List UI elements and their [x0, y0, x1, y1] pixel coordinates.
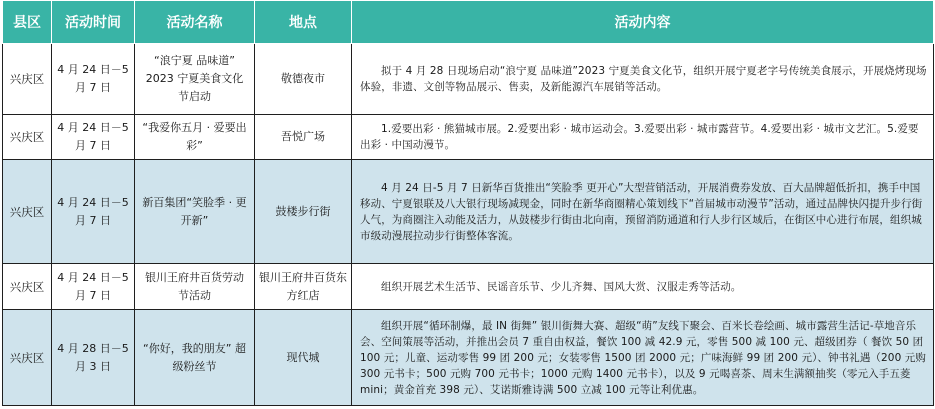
cell-content	[352, 115, 934, 160]
cell-time: 4 月 24 日－5 月 7 日	[52, 264, 135, 310]
cell-county: 兴庆区	[3, 264, 52, 310]
cell-time: 4 月 24 日－5 月 7 日	[52, 115, 135, 160]
cell-place: 银川王府井百货东方红店	[255, 264, 352, 310]
content-text: 组织开展“循环制爆，最 IN 街舞” 银川街舞大赛、超级“萌”友线下聚会、百米长卷绘画、城市露营生活记-草地音乐会、空间策展等活动，并推出会员 7 重自由权益，餐饮 100 减 42.9 元，零售 500 减 100 元、超级团券（ 餐饮 50 团 100 元；儿童、运动零售 99 团 200 元；女装零售 1500 团 2000 元；广味海鲜 99 团 200 元）、钟书礼遇（200 元购 300 元书卡；500 元购 700 元书卡；1000 元购 1400 元书卡），以及 9 元喝喜茶、周末生满额抽奖（零元入手五菱 mini；黄金首充 398 元）、艾诺斯雅诗满 500 立减 100 元等让利优惠。	[360, 319, 927, 396]
header-row	[3, 1, 934, 44]
cell-content	[352, 160, 934, 264]
cell-time: 4 月 24 日－5 月 7 日	[52, 160, 135, 264]
cell-content	[352, 264, 934, 310]
table-row	[3, 115, 934, 160]
cell-county: 兴庆区	[3, 160, 52, 264]
cell-content	[352, 44, 934, 115]
header-time: 活动时间	[52, 1, 135, 44]
table-row	[3, 264, 934, 310]
cell-content	[352, 310, 934, 406]
cell-time: 4 月 28 日－5 月 3 日	[52, 310, 135, 406]
content-text: 1.爱要出彩 · 熊猫城市展。2.爱要出彩 · 城市运动会。3.爱要出彩 · 城市露营节。4.爱要出彩 · 城市文艺汇。5.爱要出彩 · 中国动漫节。	[360, 123, 919, 151]
header-place: 地点	[255, 1, 352, 44]
cell-name: “你好，我的朋友” 超级粉丝节	[135, 310, 255, 406]
cell-county: 兴庆区	[3, 44, 52, 115]
header-county: 县区	[3, 1, 52, 44]
content-text: 拟于 4 月 28 日现场启动“浪宁夏 品味道”2023 宁夏美食文化节，组织开展宁夏老字号传统美食展示，开展烧烤现场体验，非遗、文创等物品展示、售卖，及新能源汽车展销等活动。	[360, 65, 927, 93]
cell-place: 敬德夜市	[255, 44, 352, 115]
cell-name: “我爱你五月 · 爱要出彩”	[135, 115, 255, 160]
cell-time: 4 月 24 日－5 月 7 日	[52, 44, 135, 115]
cell-county: 兴庆区	[3, 310, 52, 406]
table-row	[3, 160, 934, 264]
table-row	[3, 44, 934, 115]
header-name: 活动名称	[135, 1, 255, 44]
cell-name: 银川王府井百货劳动节活动	[135, 264, 255, 310]
cell-county: 兴庆区	[3, 115, 52, 160]
cell-name: “浪宁夏 品味道” 2023 宁夏美食文化节启动	[135, 44, 255, 115]
header-content: 活动内容	[352, 1, 934, 44]
content-text: 组织开展艺术生活节、民谣音乐节、少儿齐舞、国风大赏、汉服走秀等活动。	[381, 280, 742, 293]
cell-place: 现代城	[255, 310, 352, 406]
content-text: 4 月 24 日-5 月 7 日新华百货推出“笑脸季 更开心”大型营销活动，开展消费券发放、百大品牌超低折扣，携手中国移动、宁夏银联及八大银行现场减现金，同时在新华商圈精心策划线下“首届城市动漫节”活动，通过品牌快闪提升步行街人气，为商圈注入动能及活力，从鼓楼步行街由北向南，预留消防通道和行人步行区域后，在街区中心进行布展，组织城市级动漫展拉动步行街整体客流。	[360, 181, 923, 242]
cell-place: 吾悦广场	[255, 115, 352, 160]
table-row	[3, 310, 934, 406]
cell-name: 新百集团“笑脸季 · 更开新”	[135, 160, 255, 264]
cell-place: 鼓楼步行街	[255, 160, 352, 264]
activity-table	[2, 0, 934, 406]
